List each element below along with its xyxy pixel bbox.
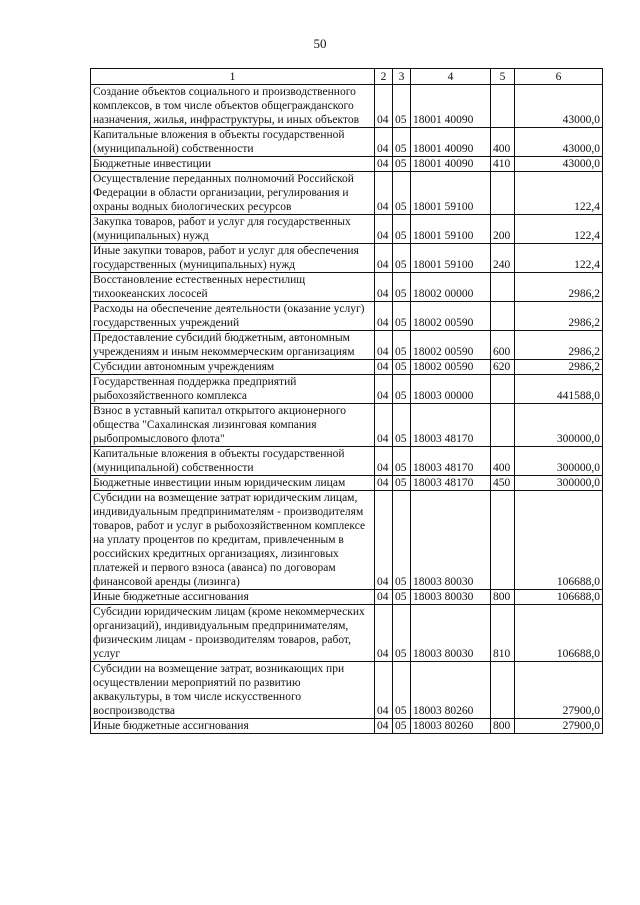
target-article-code: 18001 59100: [411, 244, 491, 273]
target-article-code: 18003 80030: [411, 605, 491, 662]
row-name: Бюджетные инвестиции иным юридическим лицам: [91, 476, 375, 491]
target-article-code: 18001 40090: [411, 85, 491, 128]
target-article-code: 18002 00590: [411, 360, 491, 375]
section-code: 04: [375, 375, 393, 404]
row-name: Субсидии автономным учреждениям: [91, 360, 375, 375]
row-name: Создание объектов социального и производственного комплексов, в том числе объектов общегражданского назначения, жилья, инфраструктуры, и иных объектов: [91, 85, 375, 128]
row-name: Иные закупки товаров, работ и услуг для обеспечения государственных (муниципальных) нужд: [91, 244, 375, 273]
subsection-code: 05: [393, 491, 411, 590]
amount: 2986,2: [515, 331, 603, 360]
subsection-code: 05: [393, 172, 411, 215]
amount: 2986,2: [515, 273, 603, 302]
subsection-code: 05: [393, 662, 411, 719]
header-cell: 3: [393, 69, 411, 85]
expense-type-code: [491, 172, 515, 215]
amount: 43000,0: [515, 85, 603, 128]
amount: 441588,0: [515, 375, 603, 404]
target-article-code: 18001 59100: [411, 172, 491, 215]
row-name: Субсидии юридическим лицам (кроме некоммерческих организаций), индивидуальным предпринимателям, физическим лицам - производителям товаров, работ, услуг: [91, 605, 375, 662]
table-row: [91, 244, 603, 273]
section-code: 04: [375, 404, 393, 447]
section-code: 04: [375, 331, 393, 360]
header-cell: 2: [375, 69, 393, 85]
amount: 106688,0: [515, 590, 603, 605]
target-article-code: 18003 48170: [411, 404, 491, 447]
expense-type-code: [491, 273, 515, 302]
section-code: 04: [375, 215, 393, 244]
section-code: 04: [375, 719, 393, 734]
subsection-code: 05: [393, 157, 411, 172]
subsection-code: 05: [393, 302, 411, 331]
amount: 43000,0: [515, 128, 603, 157]
row-name: Капитальные вложения в объекты государственной (муниципальной) собственности: [91, 447, 375, 476]
amount: 27900,0: [515, 662, 603, 719]
row-name: Капитальные вложения в объекты государственной (муниципальной) собственности: [91, 128, 375, 157]
header-row: [91, 69, 603, 85]
expense-type-code: 400: [491, 128, 515, 157]
amount: 122,4: [515, 172, 603, 215]
row-name: Предоставление субсидий бюджетным, автономным учреждениям и иным некоммерческим организациям: [91, 331, 375, 360]
subsection-code: 05: [393, 360, 411, 375]
table-row: [91, 476, 603, 491]
header-cell: 1: [91, 69, 375, 85]
amount: 43000,0: [515, 157, 603, 172]
subsection-code: 05: [393, 273, 411, 302]
amount: 2986,2: [515, 302, 603, 331]
expense-type-code: 240: [491, 244, 515, 273]
target-article-code: 18002 00000: [411, 273, 491, 302]
table-row: [91, 375, 603, 404]
row-name: Восстановление естественных нерестилищ тихоокеанских лососей: [91, 273, 375, 302]
amount: 122,4: [515, 244, 603, 273]
section-code: 04: [375, 244, 393, 273]
header-cell: 4: [411, 69, 491, 85]
target-article-code: 18003 80260: [411, 662, 491, 719]
section-code: 04: [375, 172, 393, 215]
row-name: Бюджетные инвестиции: [91, 157, 375, 172]
amount: 300000,0: [515, 476, 603, 491]
table-row: [91, 719, 603, 734]
subsection-code: 05: [393, 85, 411, 128]
expense-type-code: 800: [491, 590, 515, 605]
subsection-code: 05: [393, 447, 411, 476]
table-row: [91, 360, 603, 375]
subsection-code: 05: [393, 128, 411, 157]
subsection-code: 05: [393, 476, 411, 491]
target-article-code: 18003 80030: [411, 590, 491, 605]
expense-type-code: 400: [491, 447, 515, 476]
target-article-code: 18002 00590: [411, 302, 491, 331]
table-row: [91, 157, 603, 172]
expense-type-code: 600: [491, 331, 515, 360]
expense-type-code: 810: [491, 605, 515, 662]
table-row: [91, 331, 603, 360]
row-name: Взнос в уставный капитал открытого акционерного общества "Сахалинская лизинговая компания рыбопромыслового флота": [91, 404, 375, 447]
table-row: [91, 85, 603, 128]
table-row: [91, 590, 603, 605]
subsection-code: 05: [393, 375, 411, 404]
expense-type-code: [491, 404, 515, 447]
amount: 300000,0: [515, 404, 603, 447]
target-article-code: 18001 40090: [411, 128, 491, 157]
amount: 27900,0: [515, 719, 603, 734]
row-name: Закупка товаров, работ и услуг для государственных (муниципальных) нужд: [91, 215, 375, 244]
target-article-code: 18003 80260: [411, 719, 491, 734]
table-row: [91, 491, 603, 590]
target-article-code: 18001 59100: [411, 215, 491, 244]
expense-type-code: 410: [491, 157, 515, 172]
amount: 106688,0: [515, 605, 603, 662]
budget-table: [90, 68, 603, 734]
expense-type-code: 620: [491, 360, 515, 375]
expense-type-code: [491, 491, 515, 590]
table-row: [91, 404, 603, 447]
table-row: [91, 447, 603, 476]
subsection-code: 05: [393, 244, 411, 273]
section-code: 04: [375, 605, 393, 662]
row-name: Субсидии на возмещение затрат, возникающих при осуществлении мероприятий по развитию аквакультуры, в том числе искусственного воспроизводства: [91, 662, 375, 719]
expense-type-code: [491, 662, 515, 719]
table-row: [91, 215, 603, 244]
section-code: 04: [375, 157, 393, 172]
table-row: [91, 302, 603, 331]
amount: 106688,0: [515, 491, 603, 590]
section-code: 04: [375, 85, 393, 128]
header-cell: 5: [491, 69, 515, 85]
row-name: Субсидии на возмещение затрат юридическим лицам, индивидуальным предпринимателям - производителям товаров, работ и услуг в рыбохозяйственном комплексе на уплату процентов по кредитам, привлеченным в российских кредитных организациях, лизинговых платежей и первого взноса (аванса) по договорам финансовой аренды (лизинга): [91, 491, 375, 590]
target-article-code: 18003 48170: [411, 447, 491, 476]
row-name: Осуществление переданных полномочий Российской Федерации в области организации, регулирования и охраны водных биологических ресурсов: [91, 172, 375, 215]
target-article-code: 18001 40090: [411, 157, 491, 172]
subsection-code: 05: [393, 605, 411, 662]
subsection-code: 05: [393, 590, 411, 605]
expense-type-code: 200: [491, 215, 515, 244]
expense-type-code: 800: [491, 719, 515, 734]
section-code: 04: [375, 360, 393, 375]
target-article-code: 18002 00590: [411, 331, 491, 360]
section-code: 04: [375, 128, 393, 157]
section-code: 04: [375, 302, 393, 331]
table-row: [91, 605, 603, 662]
target-article-code: 18003 48170: [411, 476, 491, 491]
section-code: 04: [375, 590, 393, 605]
subsection-code: 05: [393, 215, 411, 244]
section-code: 04: [375, 447, 393, 476]
section-code: 04: [375, 476, 393, 491]
target-article-code: 18003 00000: [411, 375, 491, 404]
row-name: Государственная поддержка предприятий рыбохозяйственного комплекса: [91, 375, 375, 404]
subsection-code: 05: [393, 404, 411, 447]
section-code: 04: [375, 491, 393, 590]
amount: 2986,2: [515, 360, 603, 375]
section-code: 04: [375, 273, 393, 302]
section-code: 04: [375, 662, 393, 719]
row-name: Иные бюджетные ассигнования: [91, 590, 375, 605]
table-row: [91, 172, 603, 215]
expense-type-code: [491, 375, 515, 404]
subsection-code: 05: [393, 719, 411, 734]
subsection-code: 05: [393, 331, 411, 360]
table-row: [91, 273, 603, 302]
expense-type-code: [491, 302, 515, 331]
table-row: [91, 128, 603, 157]
row-name: Иные бюджетные ассигнования: [91, 719, 375, 734]
header-cell: 6: [515, 69, 603, 85]
expense-type-code: 450: [491, 476, 515, 491]
page-number: 50: [313, 36, 327, 51]
expense-type-code: [491, 85, 515, 128]
amount: 300000,0: [515, 447, 603, 476]
row-name: Расходы на обеспечение деятельности (оказание услуг) государственных учреждений: [91, 302, 375, 331]
amount: 122,4: [515, 215, 603, 244]
target-article-code: 18003 80030: [411, 491, 491, 590]
table-row: [91, 662, 603, 719]
